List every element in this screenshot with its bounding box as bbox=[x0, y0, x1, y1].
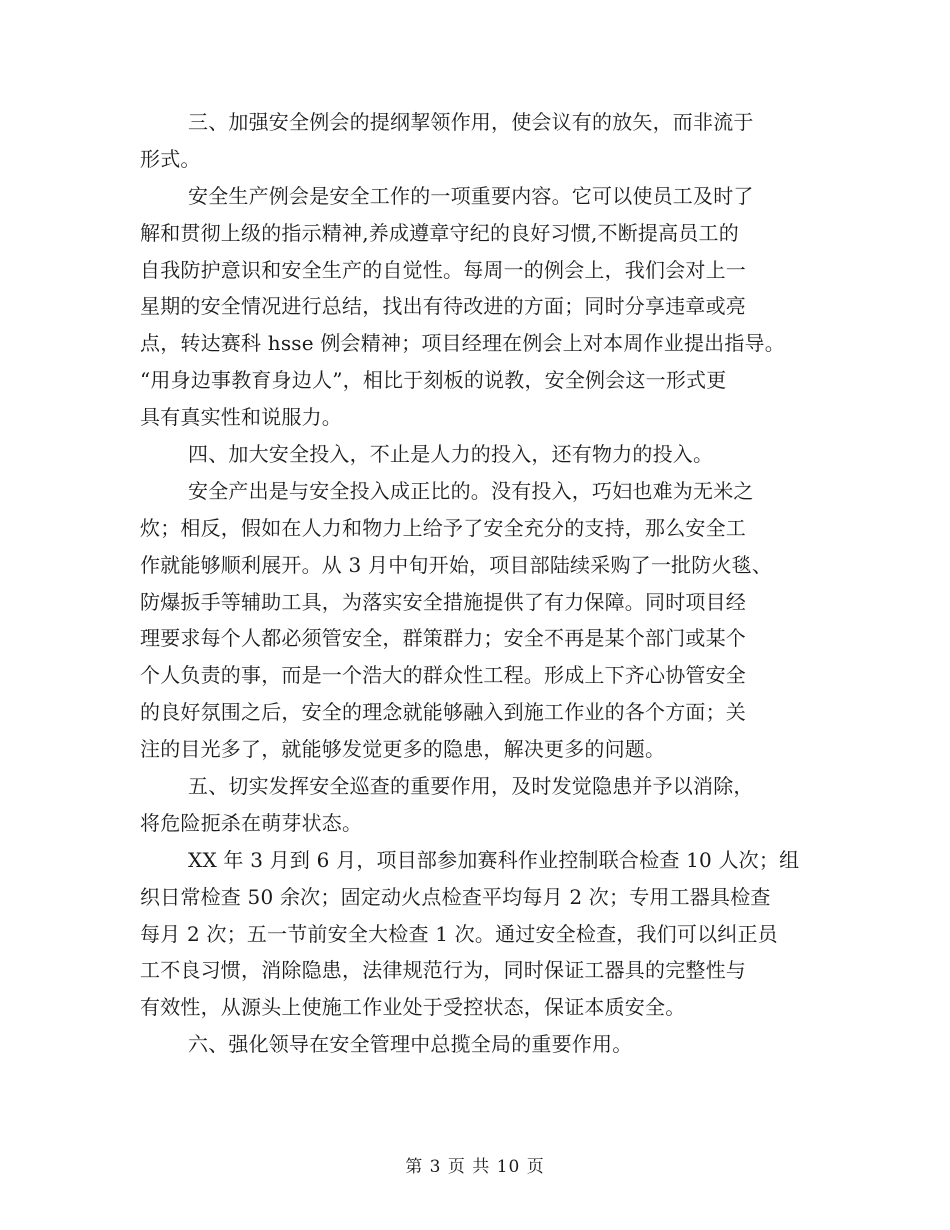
section-heading-3-cont: 形式。 bbox=[140, 146, 201, 171]
paragraph-line: 每月 2 次；五一节前安全大检查 1 次。通过安全检查，我们可以纠正员 bbox=[140, 921, 778, 946]
paragraph-line: 自我防护意识和安全生产的自觉性。每周一的例会上，我们会对上一 bbox=[140, 257, 746, 282]
paragraph-line: 的良好氛围之后，安全的理念就能够融入到施工作业的各个方面；关 bbox=[140, 700, 746, 725]
paragraph-line: 注的目光多了，就能够发觉更多的隐患，解决更多的问题。 bbox=[140, 737, 666, 762]
paragraph-line: 防爆扳手等辅助工具，为落实安全措施提供了有力保障。同时项目经 bbox=[140, 589, 746, 614]
paragraph-line: 安全产出是与安全投入成正比的。没有投入，巧妇也难为无米之 bbox=[188, 478, 754, 503]
paragraph-line: 具有真实性和说服力。 bbox=[140, 405, 342, 430]
paragraph-line: 个人负责的事，而是一个浩大的群众性工程。形成上下齐心协管安全 bbox=[140, 663, 746, 688]
section-heading-3: 三、加强安全例会的提纲挈领作用，使会议有的放矢，而非流于 bbox=[188, 110, 754, 134]
paragraph-line: 点，转达赛科 hsse 例会精神；项目经理在例会上对本周作业提出指导。 bbox=[140, 331, 785, 356]
paragraph-line: 有效性，从源头上使施工作业处于受控状态，保证本质安全。 bbox=[140, 995, 686, 1020]
section-heading-5: 五、切实发挥安全巡查的重要作用，及时发觉隐患并予以消除， bbox=[188, 774, 754, 799]
section-heading-4: 四、加大安全投入，不止是人力的投入，还有物力的投入。 bbox=[188, 442, 714, 467]
paragraph-line: 理要求每个人都必须管安全，群策群力；安全不再是某个部门或某个 bbox=[140, 626, 746, 651]
paragraph-line: 解和贯彻上级的指示精神,养成遵章守纪的良好习惯,不断提高员工的 bbox=[140, 220, 739, 245]
document-body bbox=[140, 104, 800, 1063]
section-heading-6: 六、强化领导在安全管理中总揽全局的重要作用。 bbox=[188, 1032, 633, 1057]
paragraph-line: 工不良习惯，消除隐患，法律规范行为，同时保证工器具的完整性与 bbox=[140, 958, 746, 983]
paragraph-line: 织日常检查 50 余次；固定动火点检查平均每月 2 次；专用工器具检查 bbox=[140, 884, 771, 909]
page-number-footer: 第 3 页 共 10 页 bbox=[405, 1157, 545, 1177]
paragraph-line: “用身边事教育身边人”，相比于刻板的说教，安全例会这一形式更 bbox=[140, 368, 727, 393]
paragraph-line: 炊；相反，假如在人力和物力上给予了安全充分的支持，那么安全工 bbox=[140, 515, 746, 540]
paragraph-line: 作就能够顺利展开。从 3 月中旬开始，项目部陆续采购了一批防火毯、 bbox=[140, 552, 773, 577]
paragraph-line: 安全生产例会是安全工作的一项重要内容。它可以使员工及时了 bbox=[188, 183, 754, 208]
section-heading-5-cont: 将危险扼杀在萌芽状态。 bbox=[140, 810, 363, 835]
paragraph-line: XX 年 3 月到 6 月，项目部参加赛科作业控制联合检查 10 人次；组 bbox=[188, 847, 800, 872]
paragraph-line: 星期的安全情况进行总结，找出有待改进的方面；同时分享违章或亮 bbox=[140, 294, 746, 319]
